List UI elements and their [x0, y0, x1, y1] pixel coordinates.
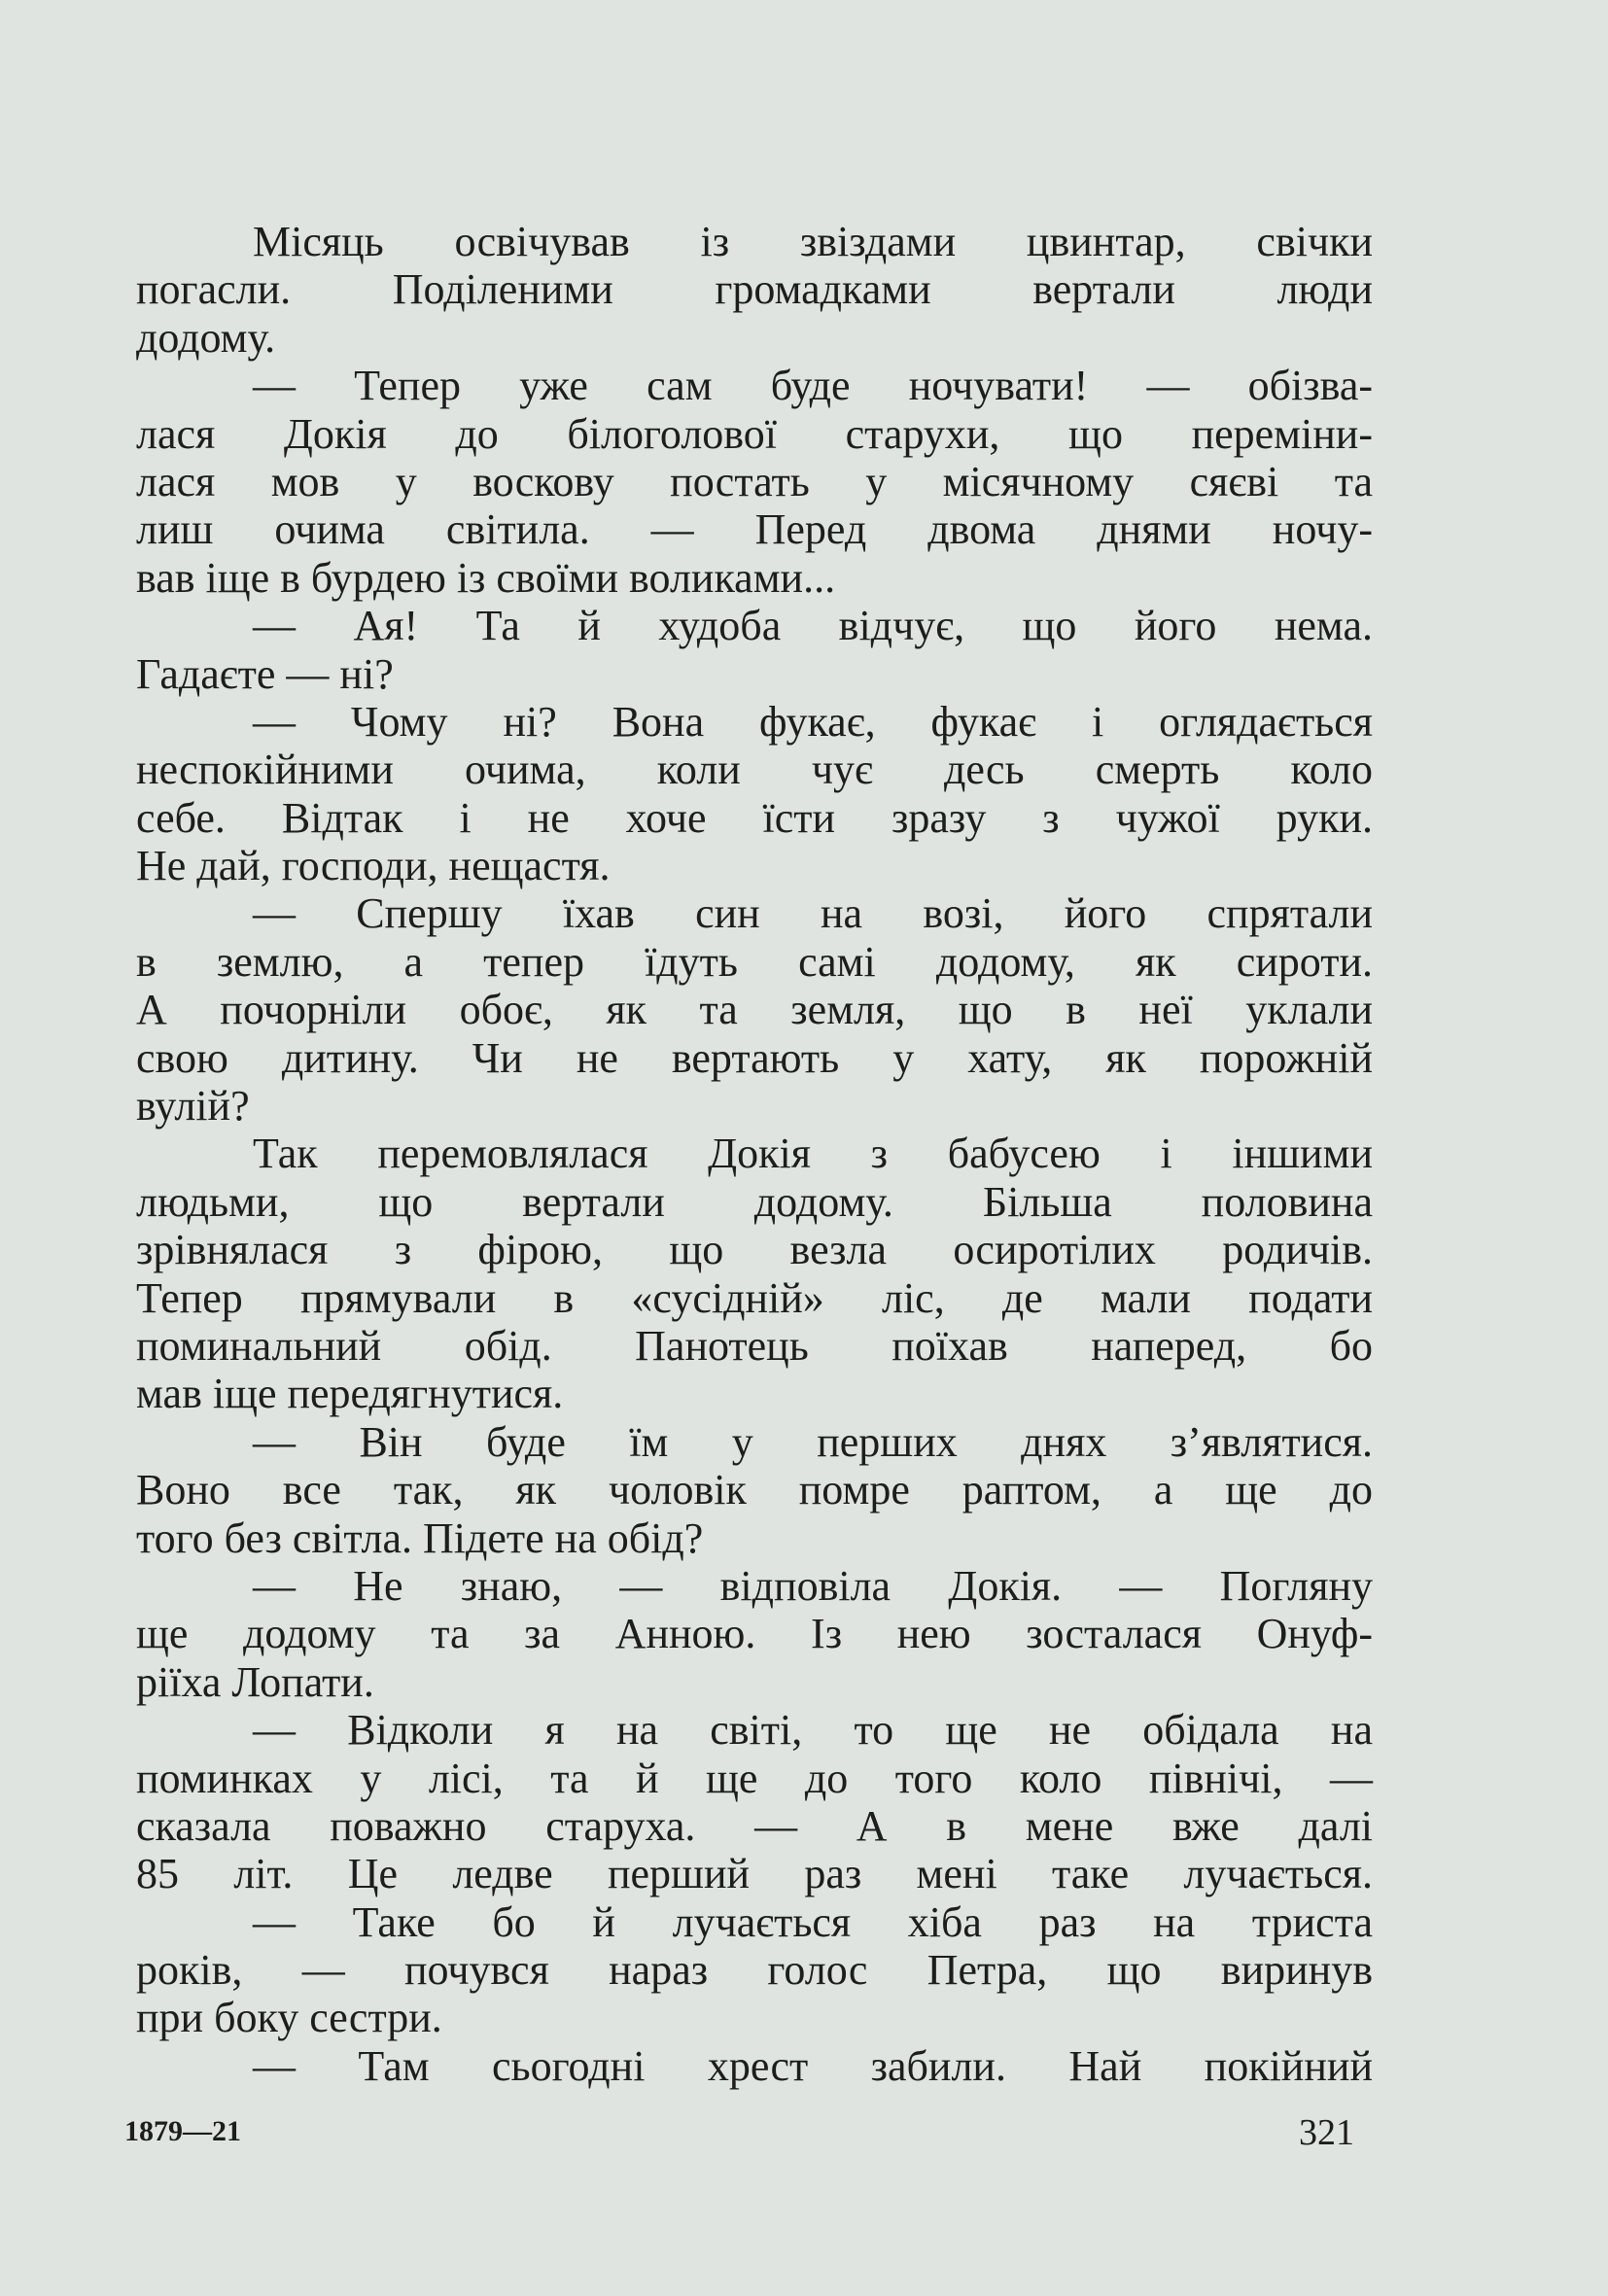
- text-line: — Не знаю, — відповіла Докія. — Погляну: [253, 1561, 1373, 1610]
- text-line: свою дитину. Чи не вертають у хату, як порожній: [136, 1033, 1373, 1082]
- text-line: — Ая! Та й худоба відчує, що його нема.: [253, 602, 1373, 650]
- text-line: мав іще передягнутися.: [136, 1370, 564, 1418]
- text-line: — Відколи я на світі, то ще не обідала на: [253, 1706, 1373, 1755]
- text-line: себе. Відтак і не хоче їсти зразу з чужої руки.: [136, 793, 1373, 842]
- text-line: ріїха Лопати.: [136, 1657, 374, 1706]
- text-line: Тепер прямували в «сусідній» ліс, де мали подати: [136, 1273, 1373, 1322]
- text-line: вулій?: [136, 1082, 250, 1131]
- text-line: в землю, а тепер їдуть самі додому, як сироти.: [136, 937, 1373, 986]
- text-line: лася Докія до білоголової старухи, що переміни-: [136, 409, 1373, 458]
- text-line: — Там сьогодні хрест забили. Най покійний: [253, 2041, 1373, 2090]
- text-line: років, — почувся нараз голос Петра, що виринув: [136, 1946, 1373, 1995]
- text-line: лася мов у воскову постать у місячному сяєві та: [136, 457, 1373, 505]
- text-line: — Тепер уже сам буде ночувати! — обізва-: [253, 362, 1373, 410]
- text-line: вав іще в бурдею із своїми воликами...: [136, 553, 836, 602]
- text-line: 85 літ. Це ледве перший раз мені таке лучається.: [136, 1850, 1373, 1898]
- text-line: зрівнялася з фірою, що везла осиротілих родичів.: [136, 1226, 1373, 1274]
- text-line: поминальний обід. Панотець поїхав наперед, бо: [136, 1321, 1373, 1370]
- text-line: — Він буде їм у перших днях з’являтися.: [253, 1417, 1373, 1466]
- text-line: ще додому та за Анною. Із нею зосталася Онуф-: [136, 1610, 1373, 1658]
- text-line: А почорніли обоє, як та земля, що в неї уклали: [136, 986, 1373, 1034]
- text-line: додому.: [136, 313, 276, 362]
- body-text: [136, 218, 1373, 2090]
- text-line: того без світла. Підете на обід?: [136, 1513, 704, 1562]
- text-line: лиш очима світила. — Перед двома днями ночу-: [136, 505, 1373, 554]
- text-line: Не дай, господи, нещастя.: [136, 842, 611, 890]
- text-line: Гадаєте — ні?: [136, 649, 394, 698]
- text-line: — Таке бо й лучається хіба раз на триста: [253, 1897, 1373, 1946]
- printer-signature: 1879—21: [124, 2115, 241, 2147]
- text-line: погасли. Поділеними громадками вертали люди: [136, 265, 1373, 314]
- text-line: при боку сестри.: [136, 1994, 442, 2042]
- text-line: Так перемовлялася Докія з бабусею і іншими: [253, 1130, 1373, 1178]
- text-line: неспокійними очима, коли чує десь смерть коло: [136, 746, 1373, 794]
- text-line: Місяць освічував із звіздами цвинтар, свічки: [253, 218, 1373, 265]
- text-line: Воно все так, як чоловік помре раптом, а ще до: [136, 1466, 1373, 1514]
- text-line: сказала поважно старуха. — А в мене вже далі: [136, 1801, 1373, 1850]
- text-line: поминках у лісі, та й ще до того коло північі, —: [136, 1754, 1373, 1802]
- text-line: — Спершу їхав син на возі, його спрятали: [253, 889, 1373, 938]
- text-line: людьми, що вертали додому. Більша половина: [136, 1177, 1373, 1226]
- text-line: — Чому ні? Вона фукає, фукає і оглядається: [253, 697, 1373, 746]
- page-number: 321: [1299, 2112, 1354, 2153]
